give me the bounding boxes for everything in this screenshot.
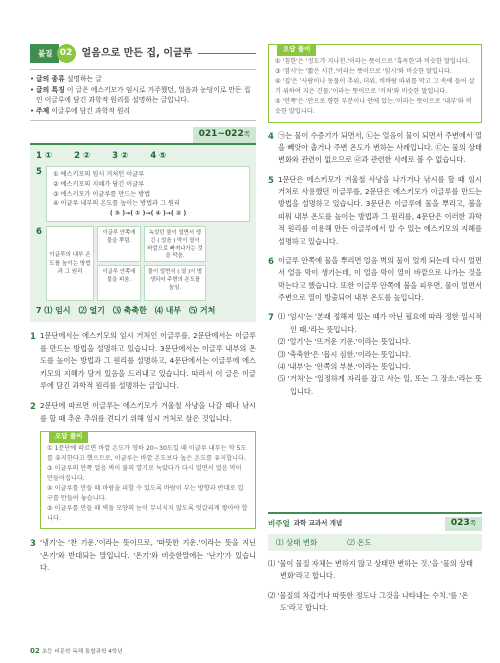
intro-row: • 글의 종류 설명하는 글 [30, 74, 256, 85]
q6-left: 이글루의 내부 온도를 높이는 방법과 그 원리 [46, 226, 94, 301]
q6-answer: 6 이글루의 내부 온도를 높이는 방법과 그 원리 이글루 안쪽에 물을 뿌림. 이글루 안쪽에 불을 피움. 녹았던 물이 얼면서 생긴 ( 얼음 ) 막이 열이 바깥으로 빠져나가는 것을 막음. 물이 얼면서 ( 열 )이 발생되어 주변의 온도를 높임. [36, 226, 250, 301]
explanation-3: 3 '냉기'는 '찬 기운.'이라는 뜻이므로, '따뜻한 기운.'이라는 뜻을 지닌 '온기'와 반대되는 말입니다. '온기'와 비슷한말에는 '난기'가 있습니다. [30, 538, 256, 573]
explanation-1: 1 1문단에서는 에스키모의 임시 거처인 이글루를, 2문단에서는 이글루를 만드는 방법을 설명하고 있습니다. 3문단에서는 이글루 내부의 온도를 높이는 방법과 그 원리를 설명하고, 4문단에서는 이글루에 에스키모의 지혜가 담겨 있음을 드러내고 있습니다. 따라서 이 글은 이글루에 담긴 과학적 원리를 설명하는 글입니다. [30, 331, 256, 390]
explanation-6: 6 이글루 안쪽에 물을 뿌리면 얼음 벽의 물이 얼게 되는데 다시 얼면서 얼음 막이 생기는데, 이 얼음 막이 열이 바깥으로 나가는 것을 막는다고 했습니다. 또한 이글루 안쪽에 불을 피우면, 물이 얼면서 주변으로 열이 방출되어 내부 온도를 높입니다. [268, 255, 482, 303]
intro-row: • 글의 특징 이 글은 에스키모가 임시로 거주했던, 얼음과 눈덩이로 만든 집인 이글루에 담긴 과학적 원리를 설명하는 글입니다. [30, 85, 256, 106]
answer-box [30, 143, 256, 323]
visual-concept-box [268, 512, 482, 614]
q6-cell: 물이 얼면서 ( 열 )이 발생되어 주변의 온도를 높임. [144, 265, 206, 301]
visual-header: 비주얼 과학 교과서 개념 023쪽 [268, 512, 482, 531]
section-header [30, 44, 256, 63]
error-box-left: 오답 풀이 ① 1문단에 따르면 바깥 온도가 영하 20~30도일 때 이글루 내부는 약 5도를 유지한다고 했으므로, 이글루는 바깥 온도보다 높은 온도를 유지합니다. ③ 이글루의 안쪽 얼음 벽이 불의 열기로 녹았다가 다시 얼면서 얼음 막이 만들어집니다. ④ 이글루를 만들 때 바람을 피할 수 있도록 바람이 부는 방향과 반대로 입구를 만들어 놓습니다. ⑤ 이글루를 만들 때 벽돌 모양의 눈이 무너지지 않도록 엇갈리게 쌓아야 합니다. [40, 431, 256, 529]
q6-diagram [46, 226, 250, 301]
section-title: 얼음으로 만든 집, 이글루 [81, 48, 193, 59]
q5-answer: 5 ① 에스키모의 임시 거처인 이글루 ② 에스키모의 지혜가 담긴 이글루 ③ 에스키모가 이글루를 만드는 방법 ④ 이글루 내부의 온도를 높이는 방법과 그 원리 ( ③ )→( ① )→( ④ )→( ② ) [36, 166, 250, 222]
explanation-4: 4 ㉠는 물이 수증기가 되면서, ㉡는 얼음이 물이 되면서 주변에서 열을 빼앗아 춥거나 주변 온도가 변하는 사례입니다. ㉢는 물의 상태 변화와 관련이 없으므로 ㉣과 관련한 사례로 볼 수 없습니다. [268, 130, 482, 165]
page-range-badge: 021~022쪽 [193, 127, 256, 143]
section-number: 02 [57, 44, 76, 63]
explanation-5: 5 1문단은 에스키모가 겨울철 사냥을 나가거나 낚시를 할 때 임시 거처로 사용했던 이글루를, 2문단은 에스키모가 이글루를 만드는 방법을 설명하고 있습니다. 3문단은 이글루에 물을 뿌리고, 불을 피워 내부 온도를 높이는 방법과 그 원리를, 4문단은 이러한 과학적 원리를 이용해 만든 이글루에서 알 수 있는 에스키모의 지혜를 설명하고 있습니다. [268, 174, 482, 246]
header-rule [198, 53, 256, 54]
intro-row: • 주제 이글루에 담긴 과학적 원리 [30, 106, 256, 117]
q6-cell: 이글루 안쪽에 물을 뿌림. [97, 226, 141, 262]
q6-cell: 이글루 안쪽에 불을 피움. [97, 265, 141, 301]
left-column [30, 44, 256, 575]
error-tag: 오답 풀이 [49, 431, 88, 443]
page-footer: 02 초등 비문학 독해 통합과학 4학년 [30, 647, 123, 655]
q5-list: ① 에스키모의 임시 거처인 이글루 ② 에스키모의 지혜가 담긴 이글루 ③ 에스키모가 이글루를 만드는 방법 ④ 이글루 내부의 온도를 높이는 방법과 그 원리 ( ③ )→( ① )→( ④ )→( ② ) [46, 166, 250, 222]
answer-row-1: 1 ① 2 ② 3 ② 4 ⑤ [36, 150, 167, 161]
section-tag: 불질 [30, 44, 59, 63]
visual-page-badge: 023쪽 [445, 517, 482, 531]
visual-answers: ⑴ 상태 변화 ⑵ 온도 [268, 534, 482, 551]
visual-text: ⑴ '물이 물질 자체는 변하지 않고 상태만 변하는 것.'을 '물의 상태 변화'라고 합니다. [268, 558, 473, 581]
explanation-2: 2 2문단에 따르면 이글루는 에스키모가 겨울철 사냥을 나갈 때나 낚시를 할 때 추운 추위를 견디기 위해 임시 거처로 삼은 것입니다. [30, 401, 256, 423]
visual-text: ⑵ '물질의 차갑거나 따뜻한 정도나 그것을 나타내는 수치.'를 '온도'라고 합니다. [268, 590, 469, 612]
intro-box [30, 69, 256, 121]
pages-wrap [30, 127, 256, 143]
answer-row-7: 7 ⑴ 임시 ⑵ 얼기 ⑶ 축축한 ⑷ 내부 ⑸ 거처 [36, 306, 216, 316]
error-tag: 오답 풀이 [277, 44, 316, 56]
error-box-right: 오답 풀이 ① '침한'은 '정도가 지나친.'이라는 뜻이므로 '혹독한'과 비슷한 말입니다. ③ '잠시'는 '짧은 시간.'이라는 뜻이므로 '임시'와 비슷한 말입니다. ④ '집'은 '사람이나 동물이 추위, 더위, 비바람 따위를 막고 그 속에 들어 살기 위하여 지은 건물.'이라는 뜻이므로 '거처'와 비슷한 말입니다. ⑤ '안쪽'은 '안으로 향한 부분이나 안에 있는.'이라는 뜻이므로 '내부'와 비슷한 말입니다. [268, 44, 482, 123]
right-column [268, 44, 482, 398]
explanation-7: 7 ⑴ '임시'는 '본래 정해져 있는 때가 아닌 필요에 따라 정한 일시적인 때.'라는 뜻입니다. ⑵ '얼기'는 '뜨거운 기운.'이라는 뜻입니다. ⑶ '축축한'은 '몹시 심한.'이라는 뜻입니다. ⑷ '내부'는 '안쪽의 부분.'이라는 뜻입니다. ⑸ '거처'는 '일정하게 자리를 잡고 사는 일, 또는 그 장소.'라는 뜻입니다. [268, 312, 482, 396]
q6-cell: 녹았던 물이 얼면서 생긴 ( 얼음 ) 막이 열이 바깥으로 빠져나가는 것을 막음. [144, 226, 206, 262]
